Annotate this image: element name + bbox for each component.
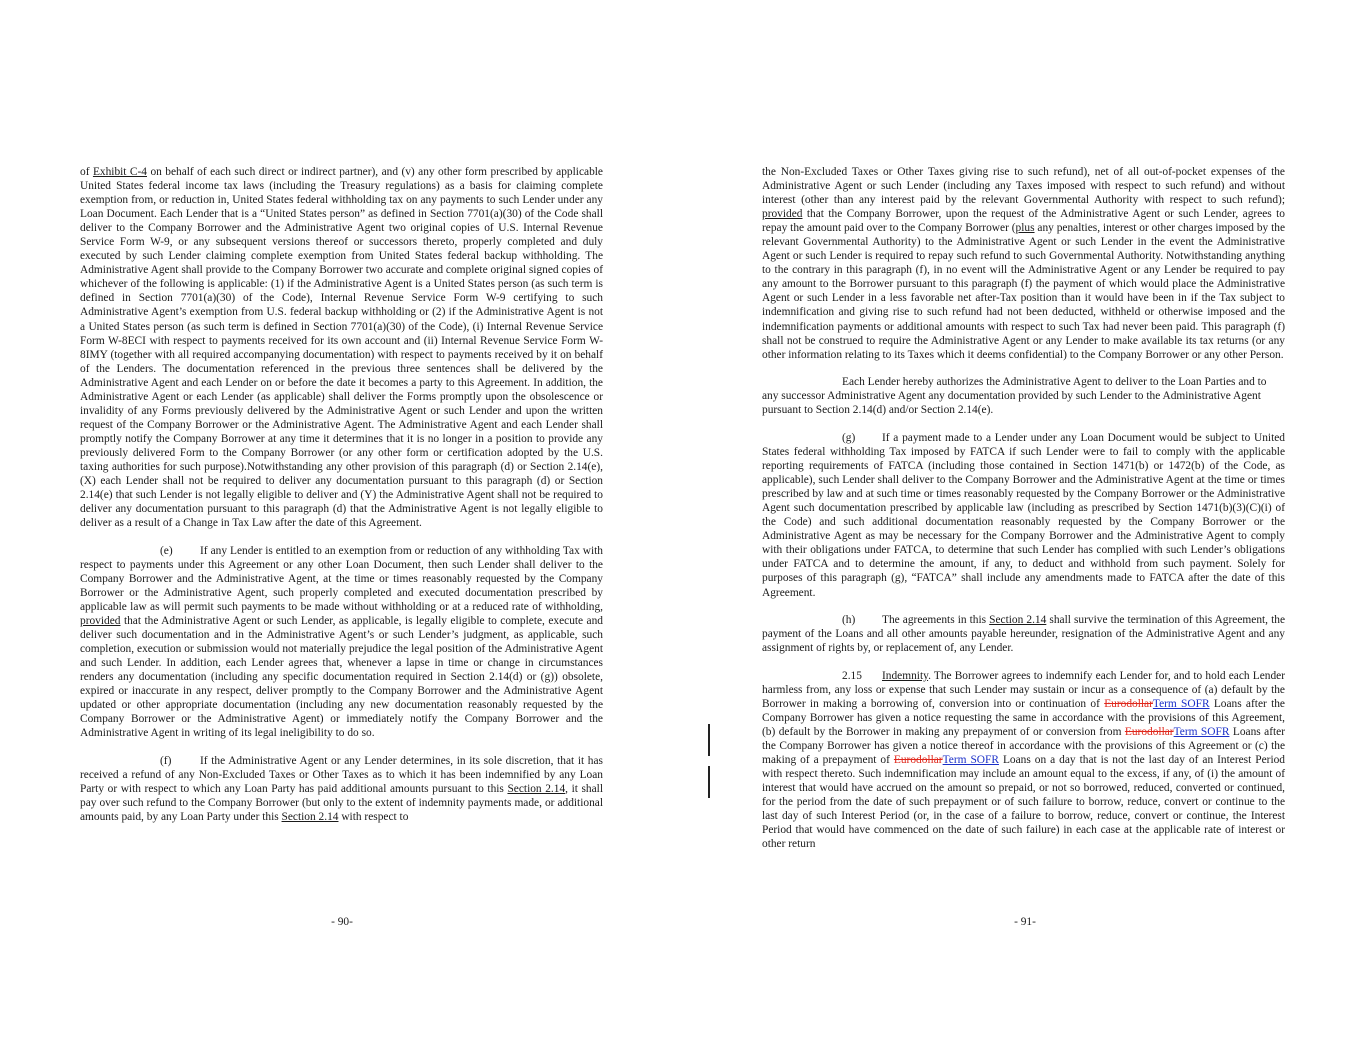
text-run: that the Administrative Agent or such Lender, as applicable, is legally eligible to complete, execute and deliver such documentation and in the Administrative Agent’s or such Lender’s judgment, as applicable, such completion, execution or submission would not materially prejudice the legal position of the Administrative Agent and such Lender. In addition, each Lender agrees that, whenever a lapse in time or change in circumstances renders any documentation (including any specific documentation required in Section 2.14(d) or ( bbox=[80, 615, 603, 684]
deleted-text: Eurodollar bbox=[893, 754, 943, 767]
text-run: Loans after the Company Borrower has given a notice requesting the same in accordance with the provisions of this Agreement, (b) default by the Borrower in making any prepayment of or conversion from bbox=[762, 697, 1285, 739]
paragraph-h bbox=[762, 613, 1285, 655]
section-reference: Section 2.14 bbox=[507, 783, 566, 796]
section-number: 2.15 bbox=[842, 669, 862, 682]
text-run: with respect to bbox=[338, 811, 409, 824]
text-run: If the Administrative Agent or any Lender determines, in its sole discretion, that it has received a refund of any Non-Excluded Taxes or Other Taxes as to which it has been indemnified by any Loan Party or with respect to which any Loan Party has paid additional amounts pursuant to this bbox=[80, 755, 603, 796]
underlined-term: plus bbox=[1015, 222, 1035, 235]
paragraph-label: (h) bbox=[842, 614, 856, 627]
text-run: . The Borrower agrees to indemnify each Lender for, and to hold each Lender harmless from, any loss or expense that such Lender may sustain or incur as a consequence of (a) default by the Borrower in making a borrowing of, conversion into or continuation of bbox=[762, 669, 1285, 710]
page-number-right: - 91- bbox=[1014, 916, 1036, 928]
text-run: any penalties, interest or other charges imposed by the relevant Governmental Authority) to the Administrative Agent or such Lender in the event the Administrative Agent or such Lender is required to repay such refund to such Governmental Authority. Notwithstanding anything to the contrary in this paragraph (f), in no event will the Administrative Agent or any Lender be required to pay any amount to the Borrower pursuant to this paragraph (f) the payment of which would place the Administrative Agent or such Lender in a less favorable net after-Tax position than it would have been in if the Tax subject to indemnification and giving rise to such refund had not been deducted, withheld or otherwise imposed and the indemnification payments or additional amounts with respect to such Tax had never been paid. This paragraph (f) shall not be construed to require the Administrative Agent or any Lender to make available its tax returns (or any other information relating to its Taxes which it deems confidential) to the Company Borrower or any other Person. bbox=[762, 222, 1285, 361]
paragraph-g bbox=[762, 431, 1285, 600]
text-run: shall survive the termination of this Agreement, the payment of the Loans and all other amounts payable hereunder, resignation of the Administrative Agent and any assignment of rights by, or replacement of, any Lender. bbox=[762, 614, 1286, 655]
text-run: on behalf of each such direct or indirect partner), and (v) any other form prescribed by applicable United States federal income tax laws (including the Treasury regulations) as a basis for claiming complete exemption from, or reduction in, United States federal withholding tax on any payments to such Lender under any Loan Document. Each Lender that is a “United States person” as defined in Section 7701(a)(30) of the Code shall deliver to the Company Borrower and the Administrative Agent two original copies of U.S. Internal Revenue Service Form W-9, or any subsequent versions thereof or successors thereto, properly completed and duly executed by such Lender claiming complete exemption from United States federal backup withholding. The Administrative Agent shall provide to the Company Borrower two accurate and complete original signed copies of whichever of the following is applicable: (1) if the Administrative Agent is a United States person (as such term is defined in Section 7701(a)(30) of the Code), Internal Revenue Service Form W-9 certifying to such Administrative Agent’s exemption from U.S. federal backup withholding or (2) if the Administrative Agent is not a United States person (as such term is defined in Section 7701(a)(30) of the Code), (i) Internal Revenue Service Form W-8ECI with respect to payments received for its own account and (ii) Internal Revenue Service Form W-8IMY (together with all required accompanying documentation) with respect to payments received by it on behalf of the Lenders. The documentation referenced in the previous three sentences shall be delivered by the Administrative Agent and each Lender on or before the date it becomes a party to this Agreement. In addition, the Administrative Agent or each Lender (as applicable) shall deliver the Forms promptly upon the obsolescence or invalidity of any Forms previously delivered by the Administrative Agent or such Lender and upon the written request of the Company Borrower or the Administrative Agent. The Administrative Agent and each Lender shall promptly notify the Company Borrower at any time it determines that it is no longer in a position to provide any previously delivered Form to the Company Borrower (or any other form or certification adopted by the U.S. taxing authorities for such purpose).Notwithstanding any other provision of this paragraph (d) or Section 2.14(e), (X) each Lender shall not be required to deliver any documentation pursuant to this paragraph (d) or Section 2.14(e) that such Lender is not legally eligible to deliver and (Y) the Administrative Agent shall not be required to deliver any documentation pursuant to this paragraph (d) that the Administrative Agent is not legally eligible to deliver as a result of a Change in Tax Law after the date of this Agreement. bbox=[80, 166, 603, 530]
underlined-term: provided bbox=[762, 208, 803, 221]
change-bar bbox=[708, 766, 710, 798]
paragraph-d-continued bbox=[80, 165, 603, 530]
page-number-left: - 90- bbox=[331, 916, 353, 928]
underlined-term: provided bbox=[80, 615, 121, 628]
text-run: If a payment made to a Lender under any Loan Document would be subject to United States federal withholding Tax imposed by FATCA if such Lender were to fail to comply with the applicable reporting requirements of FATCA (including those contained in Section 1471(b) or 1472(b) of the Code, as applicable), such Lender shall deliver to the Company Borrower and the Administrative Agent at the time or times prescribed by law and at such time or times reasonably requested by the Company Borrower or the Administrative Agent such documentation prescribed by applicable law (including as prescribed by Section 1471(b)(3)(C)(i) of the Code) and such additional documentation reasonably requested by the Company Borrower or the Administrative Agent as may be necessary for the Company Borrower and the Administrative Agent to comply with their obligations under FATCA, to determine that such Lender has complied with such Lender’s obligations under FATCA and to determine the amount, if any, to deduct and withhold from such payment. Solely for purposes of this paragraph (g), “FATCA” shall include any amendments made to FATCA after the date of this Agreement. bbox=[762, 431, 1285, 599]
section-reference: Section 2.14 bbox=[989, 614, 1047, 627]
change-bar bbox=[708, 724, 710, 756]
section-reference: Section 2.14 bbox=[281, 811, 339, 824]
section-heading: Indemnity bbox=[882, 669, 929, 682]
left-page bbox=[80, 165, 603, 838]
right-page bbox=[762, 165, 1285, 865]
text-run: If any Lender is entitled to an exemption from or reduction of any withholding Tax with respect to payments under this Agreement or any other Loan Document, then such Lender shall deliver to the Company Borrower and the Administrative Agent, at the time or times reasonably requested by the Company Borrower or the Administrative Agent, such properly completed and executed documentation prescribed by applicable law as will permit such payments to be made without withholding or at a reduced rate of withholding, bbox=[80, 544, 603, 613]
text-run: , it shall pay over such refund to the Company Borrower (but only to the extent of indemnity payments made, or additional amounts paid, by any Loan Party under this bbox=[80, 783, 603, 824]
deleted-text: Eurodollar bbox=[1124, 726, 1174, 739]
paragraph-f bbox=[80, 754, 603, 824]
paragraph-authorization bbox=[762, 375, 1285, 417]
text-run: Each Lender hereby authorizes the Administrative Agent to deliver to the Loan Parties and to any successor Administrative Agent any documentation provided by such Lender to the Administrative Agent pursuant to Section 2.14(d) and/or Section 2.14(e). bbox=[762, 376, 1267, 417]
text-run: of bbox=[80, 166, 93, 178]
inserted-text: Term SOFR bbox=[1152, 697, 1210, 710]
paragraph-label: (e) bbox=[160, 544, 173, 557]
text-run: The agreements in this bbox=[882, 614, 990, 627]
section-2-15-indemnity bbox=[762, 669, 1285, 852]
text-run: )) obsolete, expired or inaccurate in any respect, deliver promptly to the Company Borrower and the Administrative Agent updated or other appropriate documentation (including any new documentation reasonably requested by the Company Borrower or the Administrative Agent) or immediately notify the Company Borrower and the Administrative Agent in writing of its legal ineligibility to do so. bbox=[80, 671, 603, 740]
paragraph-f-continued bbox=[762, 165, 1285, 362]
underlined-term: g bbox=[544, 671, 551, 684]
exhibit-reference: Exhibit C-4 bbox=[92, 166, 147, 178]
text-run: that the Company Borrower, upon the request of the Administrative Agent or such Lender, agrees to repay the amount paid over to the Company Borrower ( bbox=[762, 208, 1285, 235]
deleted-text: Eurodollar bbox=[1104, 697, 1153, 710]
inserted-text: Term SOFR bbox=[942, 754, 999, 767]
paragraph-label: (g) bbox=[842, 431, 856, 444]
inserted-text: Term SOFR bbox=[1173, 726, 1230, 739]
text-run: Loans after the Company Borrower has given a notice thereof in accordance with the provisions of this Agreement or (c) the making of a prepayment of bbox=[762, 726, 1285, 767]
text-run: the Non-Excluded Taxes or Other Taxes giving rise to such refund), net of all out-of-pocket expenses of the Administrative Agent or such Lender (including any Taxes imposed with respect to such refund) and without interest (other than any interest paid by the relevant Governmental Authority with respect to such refund); bbox=[762, 166, 1285, 207]
text-run: Loans on a day that is not the last day of an Interest Period with respect thereto. Such indemnification may include an amount equal to the excess, if any, of (i) the amount of interest that would have accrued on the amount so prepaid, or not so borrowed, reduced, converted or continued, for the period from the date of such prepayment or of such failure to borrow, reduce, convert or continue to the last day of such Interest Period (or, in the case of a failure to borrow, reduce, convert or continue, the Interest Period that would have commenced on the date of such failure) in each case at the applicable rate of interest or other return bbox=[762, 754, 1285, 851]
paragraph-label: (f) bbox=[160, 755, 172, 768]
paragraph-e bbox=[80, 544, 603, 741]
